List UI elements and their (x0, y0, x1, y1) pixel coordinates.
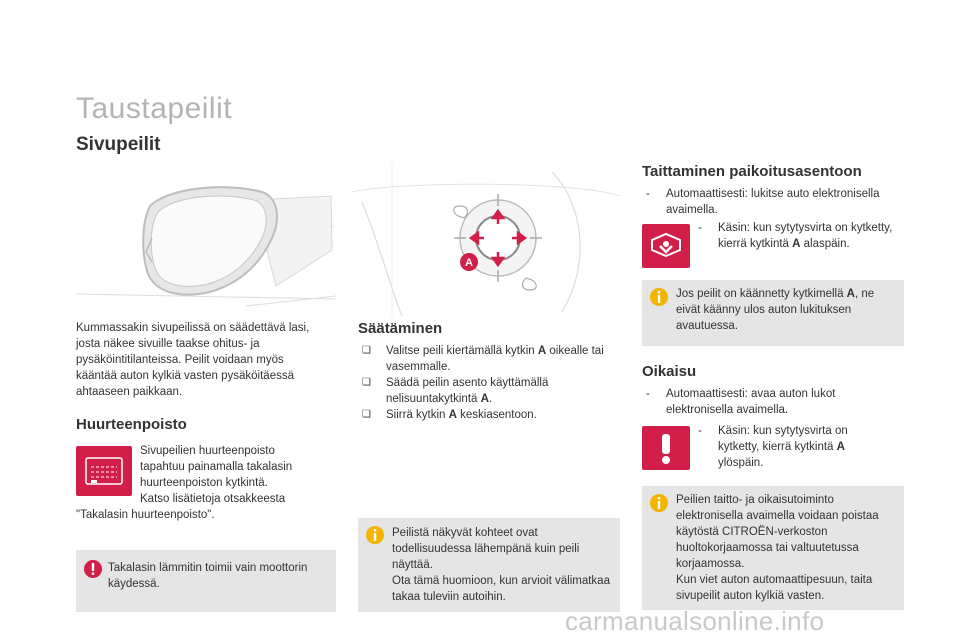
dash-marker: - (646, 188, 650, 200)
adjust-steps (362, 343, 620, 423)
fold-info-note (642, 280, 904, 346)
mirror-illustration (76, 166, 336, 316)
info-icon (650, 288, 668, 306)
defrost-heading: Huurteenpoisto (76, 416, 187, 433)
rear-defrost-button-image (76, 446, 132, 496)
unfold-info-text: Peilien taitto- ja oikaisutoiminto elektronisella avaimella voidaan poistaa käytöstä CITROËN-verkoston huoltokorjaamossa tai valtuutetussa korjaamossa. Kun viet auton automaattipesuun, taita sivupeilit auton kylkiä vasten. (676, 494, 879, 602)
fold-info-text: Jos peilit on käännetty kytkimellä A, ne eivät käänny ulos auton lukituksen avautuessa. (676, 288, 875, 332)
dash-marker: - (698, 425, 702, 437)
mirror-fold-icon (642, 224, 690, 268)
adjust-heading: Säätäminen (358, 320, 443, 337)
defrost-text: Sivupeilien huurteenpoisto tapahtuu painamalla takalasin huurteenpoiston kytkintä. (140, 445, 293, 489)
warning-icon (84, 560, 102, 578)
adjust-step: ❑ Siirrä kytkin A keskiasentoon. (362, 409, 537, 421)
section-title: Sivupeilit (76, 134, 161, 155)
defrost-reference: "Takalasin huurteenpoisto". (76, 509, 215, 521)
fold-heading: Taittaminen paikoitusasentoon (642, 163, 862, 180)
unfold-heading: Oikaisu (642, 363, 697, 380)
mirror-switch-illustration (352, 162, 620, 316)
rear-defrost-icon (76, 446, 132, 496)
intro-paragraph: Kummassakin sivupeilissä on säädettävä lasi, josta näkee sivuille taakse ohitus- ja pysäköintitilanteissa. Peilit voidaan myös kääntää auton kylkiä vasten pysäköitäessä ahtaaseen paikkaan. (76, 322, 310, 398)
bullet-icon: ❑ (362, 409, 371, 420)
unfold-auto: - Automaattisesti: avaa auton lukot elektronisella avaimella. (646, 388, 836, 416)
dash-marker: - (646, 388, 650, 400)
defrost-see-also: Katso lisätietoja otsakkeesta (140, 493, 286, 505)
info-icon (366, 526, 384, 544)
defrost-warning-note (76, 550, 336, 612)
adjust-step: ❑ Valitse peili kiertämällä kytkin A oikealle tai vasemmalle. (362, 345, 604, 373)
adjust-info-note (358, 518, 620, 612)
switch-label-a: A (465, 257, 473, 269)
warning-text: Takalasin lämmitin toimii vain moottorin käydessä. (108, 562, 308, 590)
fold-auto: - Automaattisesti: lukitse auto elektronisella avaimella. (646, 188, 880, 216)
bullet-icon: ❑ (362, 345, 371, 356)
switch-upright-icon (642, 426, 690, 470)
unfold-switch-image (642, 426, 690, 470)
unfold-info-note (642, 486, 904, 610)
info-icon (650, 494, 668, 512)
dash-marker: - (698, 222, 702, 234)
unfold-manual: - Käsin: kun sytytysvirta on kytketty, kierrä kytkintä A ylöspäin. (698, 425, 848, 469)
bullet-icon: ❑ (362, 377, 371, 388)
watermark: carmanualsonline.info (565, 606, 825, 636)
adjust-step: ❑ Säädä peilin asento käyttämällä nelisuuntakytkintä A. (362, 377, 549, 405)
fold-switch-image (642, 224, 690, 268)
fold-manual: - Käsin: kun sytytysvirta on kytketty, kierrä kytkintä A alaspäin. (698, 222, 893, 250)
info-text: Peilistä näkyvät kohteet ovat todellisuudessa lähempänä kuin peili näyttää. Ota tämä huomioon, kun arvioit välimatkaa takaa tuleviin autoihin. (392, 527, 610, 603)
page-title: Taustapeilit (76, 92, 233, 125)
